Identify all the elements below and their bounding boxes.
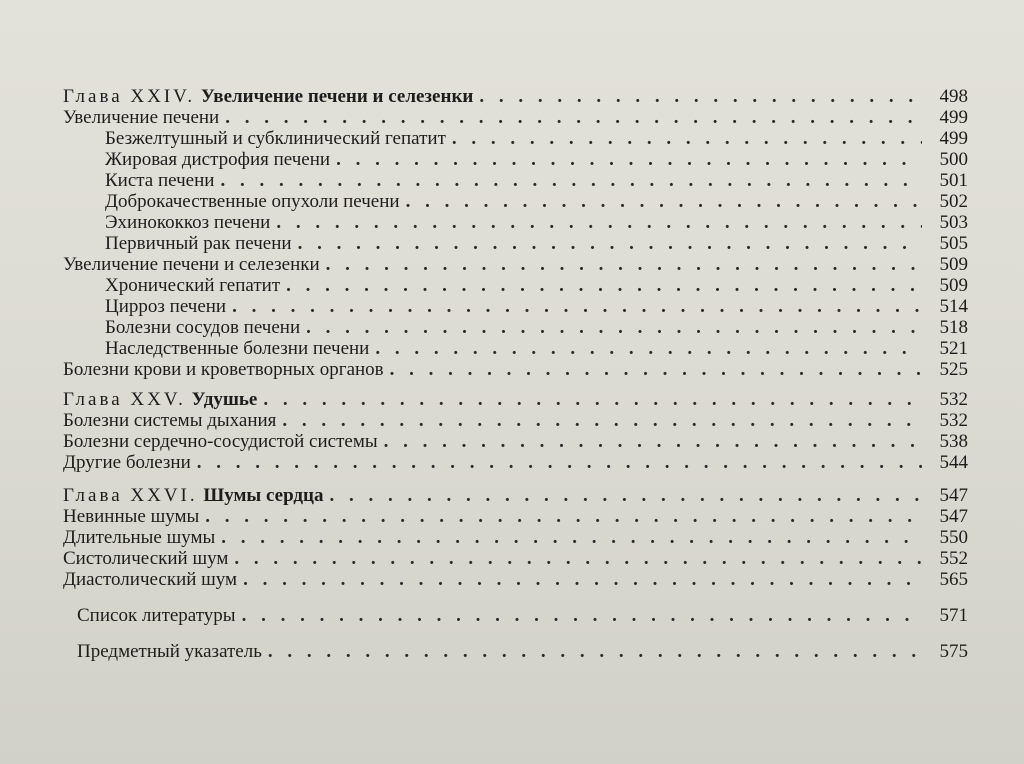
spacer	[63, 626, 968, 641]
toc-entry	[63, 233, 968, 254]
index-page: 575	[939, 641, 968, 662]
toc-entry-page: 544	[939, 452, 968, 473]
dot-leader	[452, 128, 922, 149]
toc-entry	[63, 212, 968, 233]
toc-entry-page: 532	[939, 410, 968, 431]
index-title: Предметный указатель	[77, 641, 262, 662]
dot-leader	[326, 254, 922, 275]
toc-entry	[63, 569, 968, 590]
chapter-25-name: Удушье	[191, 389, 258, 410]
chapter-25-title	[63, 389, 257, 410]
dot-leader	[479, 86, 922, 107]
toc-entry-page: 509	[939, 254, 968, 275]
toc-entry-page: 550	[939, 527, 968, 548]
toc-entry	[63, 275, 968, 296]
dot-leader	[286, 275, 922, 296]
dot-leader	[282, 410, 922, 431]
toc-entry-title: Жировая дистрофия печени	[105, 149, 331, 170]
toc-entry-title: Эхинококкоз печени	[105, 212, 271, 233]
toc-entry	[63, 317, 968, 338]
chapter-24-name: Увеличение печени и селезенки	[200, 86, 474, 107]
chapter-26-name: Шумы сердца	[203, 485, 324, 506]
toc-entry-title: Систолический шум	[63, 548, 229, 569]
toc-entry-page: 521	[939, 338, 968, 359]
toc-entry	[63, 107, 968, 128]
toc-entry	[63, 254, 968, 275]
dot-leader	[330, 485, 923, 506]
toc-entry	[63, 431, 968, 452]
toc-entry	[63, 149, 968, 170]
spacer	[63, 473, 968, 485]
toc-entry-title: Доброкачественные опухоли печени	[105, 191, 400, 212]
chapter-24-label: Глава XXIV.	[63, 86, 196, 107]
toc-entry-title: Болезни сердечно-сосудистой системы	[63, 431, 378, 452]
dot-leader	[276, 212, 922, 233]
toc-entry-page: 503	[939, 212, 968, 233]
toc-entry	[63, 548, 968, 569]
toc-entry	[63, 527, 968, 548]
dot-leader	[205, 506, 922, 527]
dot-leader	[298, 233, 922, 254]
toc-entry-title: Киста печени	[105, 170, 215, 191]
dot-leader	[221, 527, 922, 548]
spacer	[63, 380, 968, 389]
chapter-26-label: Глава XXVI.	[63, 485, 198, 506]
toc-entry-page: 505	[939, 233, 968, 254]
toc-entry-title: Невинные шумы	[63, 506, 200, 527]
dot-leader	[234, 548, 922, 569]
toc-entry	[63, 296, 968, 317]
dot-leader	[242, 605, 922, 626]
table-of-contents	[63, 86, 968, 662]
dot-leader	[390, 359, 922, 380]
toc-entry-title: Цирроз печени	[105, 296, 227, 317]
toc-entry	[63, 128, 968, 149]
chapter-24-page: 498	[939, 86, 968, 107]
toc-entry-page: 538	[939, 431, 968, 452]
toc-entry-title: Болезни крови и кроветворных органов	[63, 359, 384, 380]
chapter-25-heading	[63, 389, 968, 410]
dot-leader	[232, 296, 922, 317]
toc-entry-title: Наследственные болезни печени	[105, 338, 370, 359]
references-title: Список литературы	[77, 605, 236, 626]
toc-entry-title: Безжелтушный и субклинический гепатит	[105, 128, 446, 149]
toc-entry	[63, 359, 968, 380]
toc-entry-title: Хронический гепатит	[105, 275, 281, 296]
toc-entry-page: 547	[939, 506, 968, 527]
toc-entry-page: 514	[939, 296, 968, 317]
chapter-26-entries	[63, 506, 968, 590]
toc-entry-title: Первичный рак печени	[105, 233, 292, 254]
toc-entry-page: 552	[939, 548, 968, 569]
chapter-24-heading	[63, 86, 968, 107]
chapter-25-label: Глава XXV.	[63, 389, 186, 410]
chapter-26-heading	[63, 485, 968, 506]
references-page: 571	[939, 605, 968, 626]
toc-entry-title: Диастолический шум	[63, 569, 238, 590]
toc-entry	[63, 410, 968, 431]
chapter-25-entries	[63, 410, 968, 473]
dot-leader	[197, 452, 922, 473]
chapter-25-page: 532	[939, 389, 968, 410]
chapter-26-title	[63, 485, 324, 506]
toc-entry-title: Длительные шумы	[63, 527, 216, 548]
toc-entry-page: 565	[939, 569, 968, 590]
chapter-24-title	[63, 86, 473, 107]
toc-entry-page: 525	[939, 359, 968, 380]
dot-leader	[243, 569, 922, 590]
toc-entry-title: Другие болезни	[63, 452, 191, 473]
toc-entry-title: Болезни сосудов печени	[105, 317, 301, 338]
dot-leader	[220, 170, 922, 191]
chapter-26-page: 547	[939, 485, 968, 506]
toc-entry-page: 500	[939, 149, 968, 170]
references-entry	[63, 605, 968, 626]
toc-entry	[63, 191, 968, 212]
dot-leader	[268, 641, 922, 662]
toc-entry	[63, 452, 968, 473]
dot-leader	[336, 149, 922, 170]
toc-entry-title: Увеличение печени и селезенки	[63, 254, 320, 275]
toc-entry	[63, 506, 968, 527]
index-entry	[63, 641, 968, 662]
toc-entry-page: 501	[939, 170, 968, 191]
dot-leader	[306, 317, 922, 338]
toc-entry-page: 502	[939, 191, 968, 212]
spacer	[63, 590, 968, 605]
toc-entry-title: Болезни системы дыхания	[63, 410, 277, 431]
toc-entry-page: 499	[939, 128, 968, 149]
dot-leader	[406, 191, 922, 212]
dot-leader	[263, 389, 922, 410]
toc-entry-page: 499	[939, 107, 968, 128]
dot-leader	[375, 338, 922, 359]
toc-entry-title: Увеличение печени	[63, 107, 220, 128]
dot-leader	[225, 107, 922, 128]
chapter-24-entries	[63, 107, 968, 380]
toc-entry-page: 518	[939, 317, 968, 338]
toc-entry-page: 509	[939, 275, 968, 296]
toc-entry	[63, 170, 968, 191]
toc-entry	[63, 338, 968, 359]
dot-leader	[384, 431, 922, 452]
